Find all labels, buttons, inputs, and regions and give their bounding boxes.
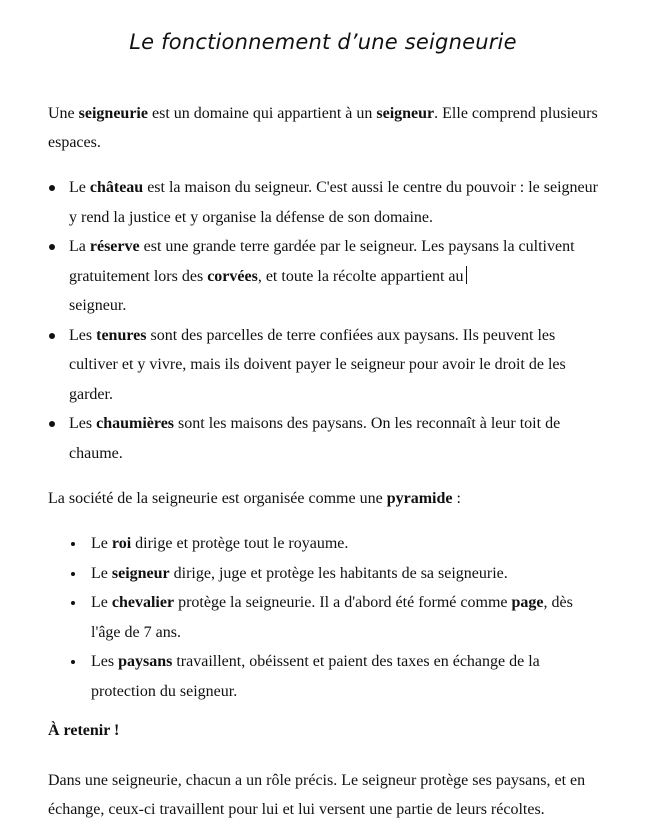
list-item-chaumieres bbox=[48, 409, 608, 468]
item-text: travaillent, obéissent et paient des taxes en échange de la protection du seigneur. bbox=[91, 653, 540, 700]
item-text: La bbox=[69, 238, 90, 255]
bullet-icon bbox=[71, 660, 75, 664]
item-text: Le bbox=[91, 564, 112, 582]
intro-text: est un domaine qui appartient à un bbox=[147, 105, 377, 122]
list-item-paysans bbox=[70, 647, 590, 706]
list-item-seigneur bbox=[70, 559, 590, 589]
spaces-list bbox=[48, 173, 608, 468]
item-term: paysans bbox=[118, 653, 173, 670]
bullet-icon bbox=[71, 601, 75, 605]
society-term-pyramide: pyramide bbox=[386, 490, 453, 507]
hierarchy-list bbox=[70, 529, 590, 706]
intro-term-seigneurie: seigneurie bbox=[78, 105, 148, 122]
bullet-icon bbox=[49, 244, 55, 250]
item-text: , et toute la récolte appartient au bbox=[257, 267, 464, 285]
society-text: La société de la seigneurie est organisée comme une bbox=[48, 490, 387, 507]
item-text: sont des parcelles de terre confiées aux paysans. Ils peuvent les cultiver et y vivre, mais ils doivent payer le seigneur pour avoir le droit de les garder. bbox=[69, 326, 566, 403]
item-term: tenures bbox=[96, 326, 147, 344]
item-text: Le bbox=[69, 179, 90, 196]
item-text: protège la seigneurie. Il a d'abord été formé comme bbox=[174, 594, 512, 611]
item-text: sont les maisons des paysans. On les reconnaît à leur toit de chaume. bbox=[69, 415, 561, 462]
text-cursor bbox=[466, 266, 467, 284]
item-text: Les bbox=[69, 326, 97, 344]
bullet-icon bbox=[49, 421, 55, 427]
item-text: dirige, juge et protège les habitants de sa seigneurie. bbox=[169, 564, 508, 582]
item-text: seigneur. bbox=[69, 297, 127, 314]
item-text: Les bbox=[91, 653, 119, 670]
item-term: seigneur bbox=[111, 564, 170, 582]
item-term: château bbox=[89, 179, 144, 196]
item-term: réserve bbox=[89, 238, 140, 255]
retenir-heading: À retenir ! bbox=[48, 722, 120, 739]
bullet-icon bbox=[71, 542, 75, 546]
intro-paragraph bbox=[48, 99, 598, 157]
intro-text: Une bbox=[48, 105, 79, 122]
item-text: , dès l'âge de 7 ans. bbox=[91, 594, 573, 641]
list-item-reserve bbox=[48, 232, 608, 321]
item-term: chaumières bbox=[96, 415, 175, 432]
bullet-icon bbox=[49, 185, 55, 191]
item-text: Le bbox=[91, 535, 112, 552]
item-term: corvées bbox=[207, 267, 258, 285]
intro-term-seigneur: seigneur bbox=[376, 105, 435, 122]
item-term: page bbox=[511, 594, 544, 611]
item-term: roi bbox=[111, 535, 132, 552]
list-item-chevalier bbox=[70, 588, 590, 647]
list-item-tenures bbox=[48, 321, 608, 410]
item-text: est une grande terre gardée par le seigneur. Les paysans la cultivent gratuitement lors des bbox=[69, 238, 575, 285]
society-text: : bbox=[452, 490, 461, 507]
item-text: est la maison du seigneur. C'est aussi le centre du pouvoir : le seigneur y rend la justice et y organise la défense de son domaine. bbox=[69, 179, 598, 226]
list-item-roi bbox=[70, 529, 590, 559]
item-text: Les bbox=[69, 415, 97, 432]
intro-text: . Elle comprend plusieurs espaces. bbox=[48, 105, 598, 151]
item-text: Le bbox=[91, 594, 112, 611]
list-item-chateau bbox=[48, 173, 608, 232]
society-paragraph bbox=[48, 484, 598, 513]
bullet-icon bbox=[49, 333, 55, 339]
retenir-paragraph: Dans une seigneurie, chacun a un rôle précis. Le seigneur protège ses paysans, et en échange, ceux-ci travaillent pour lui et lui versent une partie de leurs récoltes. bbox=[48, 772, 586, 818]
item-text: dirige et protège tout le royaume. bbox=[131, 535, 349, 552]
item-term: chevalier bbox=[111, 594, 175, 611]
bullet-icon bbox=[71, 572, 75, 576]
document-title: Le fonctionnement d’une seigneurie bbox=[129, 30, 517, 54]
